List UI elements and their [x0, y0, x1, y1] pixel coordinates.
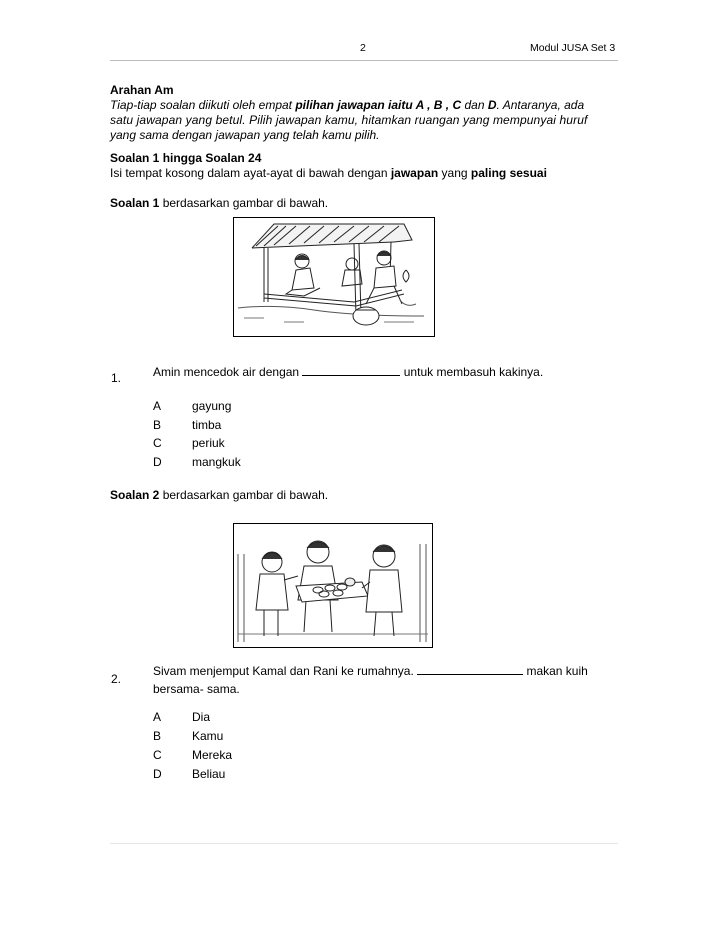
q2-option-a-text[interactable]: Dia [192, 710, 211, 724]
q2-option-b-letter[interactable]: B [153, 729, 162, 743]
instructions-title: Arahan Am [110, 83, 174, 97]
q1-number: 1. [111, 371, 122, 385]
q2-option-a-letter[interactable]: A [153, 710, 162, 724]
instructions-line-2: satu jawapan yang betul. Pilih jawapan kamu, hitamkan ruangan yang mempunyai huruf [110, 113, 588, 127]
q2-question-line-1: Sivam menjemput Kamal dan Rani ke rumahnya. makan kuih [153, 664, 588, 678]
q2-option-d-letter[interactable]: D [153, 767, 162, 781]
header-divider [110, 60, 618, 61]
instructions-line-1: Tiap-tiap soalan diikuti oleh empat pilihan jawapan iaitu A , B , C dan D. Antaranya, ada [110, 98, 585, 112]
q1-intro: Soalan 1 berdasarkan gambar di bawah. [110, 196, 329, 210]
q2-option-d-text[interactable]: Beliau [192, 767, 226, 781]
q2-number: 2. [111, 672, 122, 686]
q1-option-c-letter[interactable]: C [153, 436, 162, 450]
q1-option-d-letter[interactable]: D [153, 455, 162, 469]
q2-question-line-2: bersama- sama. [153, 682, 240, 696]
section-instruction: Isi tempat kosong dalam ayat-ayat di bawah dengan jawapan yang paling sesuai [110, 166, 547, 180]
q1-question: Amin mencedok air dengan untuk membasuh kakinya. [153, 365, 544, 379]
q2-illustration [233, 523, 433, 648]
q2-intro: Soalan 2 berdasarkan gambar di bawah. [110, 488, 329, 502]
q1-option-d-text[interactable]: mangkuk [192, 455, 241, 469]
q2-option-c-letter[interactable]: C [153, 748, 162, 762]
module-label: Modul JUSA Set 3 [530, 42, 616, 54]
q2-blank [417, 664, 523, 675]
q1-option-c-text[interactable]: periuk [192, 436, 225, 450]
q1-option-a-letter[interactable]: A [153, 399, 162, 413]
q2-option-b-text[interactable]: Kamu [192, 729, 224, 743]
section-title: Soalan 1 hingga Soalan 24 [110, 151, 262, 165]
q1-blank [302, 365, 400, 376]
instructions-line-3: yang sama dengan jawapan yang telah kamu pilih. [110, 128, 380, 142]
q1-illustration [233, 217, 435, 337]
q1-option-b-text[interactable]: timba [192, 418, 222, 432]
q2-option-c-text[interactable]: Mereka [192, 748, 233, 762]
q1-option-a-text[interactable]: gayung [192, 399, 232, 413]
footer-divider [110, 843, 618, 844]
q1-option-b-letter[interactable]: B [153, 418, 162, 432]
page-number: 2 [360, 42, 366, 54]
